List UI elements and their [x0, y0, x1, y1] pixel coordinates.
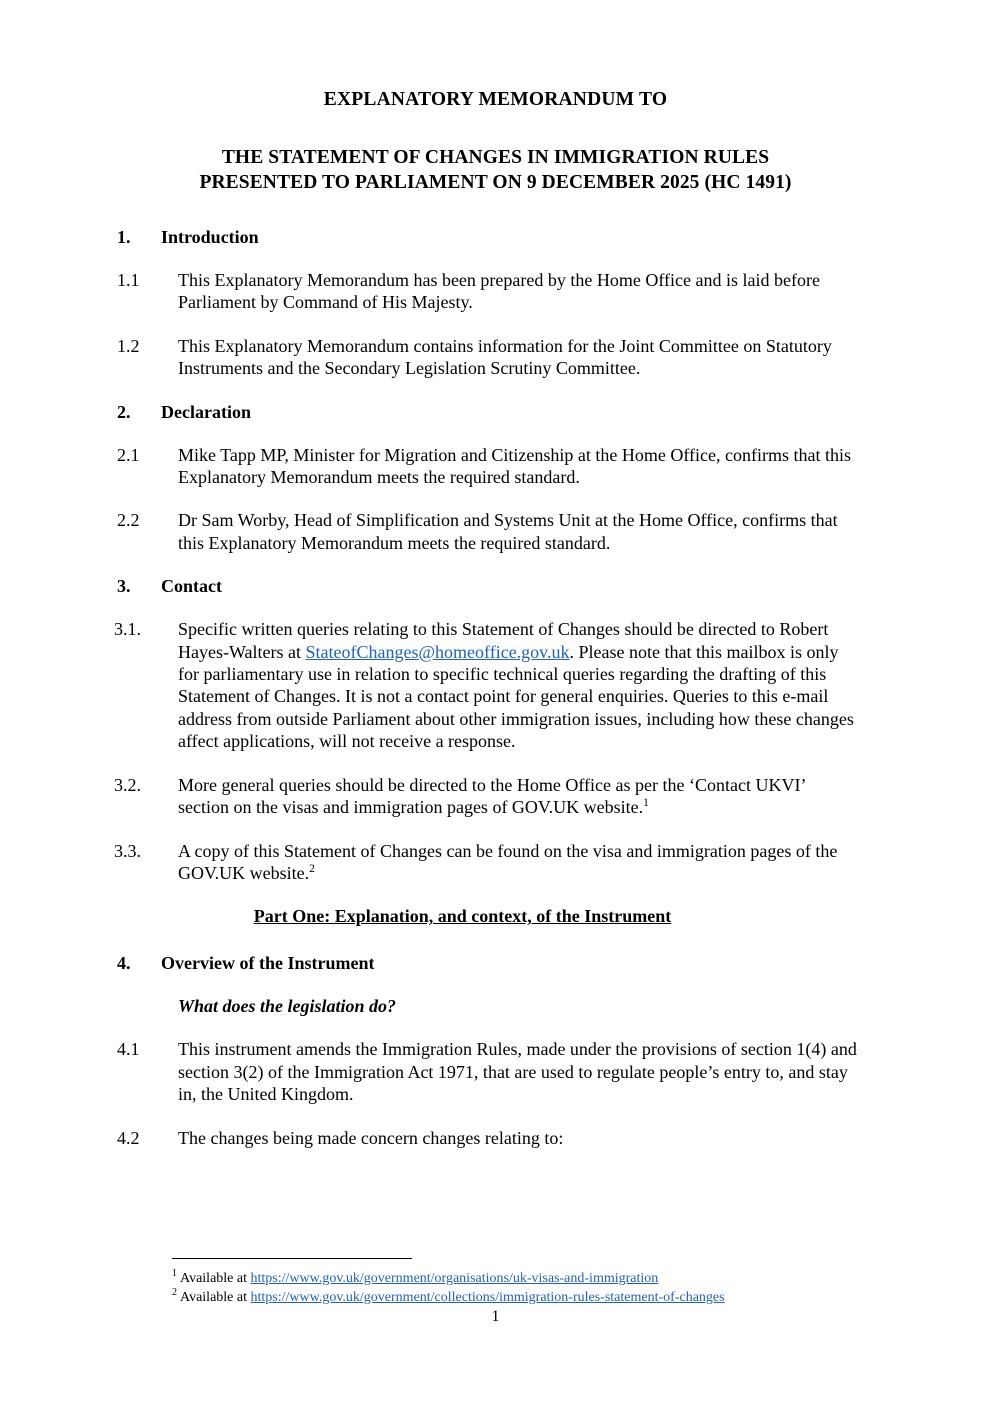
paragraph-text-2-2: Dr Sam Worby, Head of Simplification and Systems Unit at the Home Office, confirms that this Explanatory Memorandum meets the required standard.: [178, 510, 838, 553]
paragraph-number-2-1: 2.1: [117, 444, 140, 465]
email-link-stateofchanges[interactable]: StateofChanges@homeoffice.gov.uk: [305, 641, 570, 662]
section-number-2: 2.: [117, 401, 131, 422]
paragraph-4-1: [0, 1038, 991, 1105]
paragraph-number-4-2: 4.2: [117, 1127, 140, 1148]
paragraph-number-2-2: 2.2: [117, 510, 140, 531]
paragraph-number-3-2: 3.2.: [114, 774, 141, 795]
section-title-3: Contact: [161, 576, 222, 597]
section-heading-introduction: [0, 226, 991, 248]
paragraph-2-2: [0, 509, 991, 554]
paragraph-3-1-text-before-link: Specific written queries relating to this Statement of Changes should be directed to Robert Hayes-Walters at: [178, 619, 829, 662]
section-number-1: 1.: [117, 227, 131, 247]
section-title-1: Introduction: [161, 227, 259, 247]
paragraph-3-2: [0, 774, 991, 819]
paragraph-number-3-3: 3.3.: [114, 840, 141, 861]
footnote-reference-1[interactable]: 1: [643, 797, 649, 810]
title-line-secondary-b: PRESENTED TO PARLIAMENT ON 9 DECEMBER 2025 (HC 1491): [199, 172, 792, 193]
paragraph-text-4-2: The changes being made concern changes relating to:: [178, 1127, 564, 1148]
paragraph-text-1-1: This Explanatory Memorandum has been prepared by the Home Office and is laid before Parliament by Command of His Majesty.: [178, 270, 820, 313]
footnote-prefix-1: Available at: [180, 1271, 251, 1286]
paragraph-number-1-1: 1.1: [117, 270, 140, 290]
footnote-separator-rule: [172, 1258, 412, 1259]
section-heading-overview: [0, 952, 991, 974]
paragraph-number-1-2: 1.2: [117, 335, 140, 356]
footnote-item-2: [172, 1288, 932, 1307]
paragraph-number-3-1: 3.1.: [114, 619, 141, 640]
paragraph-text-3-2: More general queries should be directed to the Home Office as per the ‘Contact UKVI’ section on the visas and immigration pages of GOV.UK website.: [178, 774, 806, 818]
footnote-url-2[interactable]: https://www.gov.uk/government/collections/immigration-rules-statement-of-changes: [250, 1290, 725, 1305]
paragraph-3-1: [0, 618, 991, 752]
footnote-list: [172, 1269, 932, 1307]
document-title-block: [0, 88, 991, 195]
paragraph-text-1-2: This Explanatory Memorandum contains information for the Joint Committee on Statutory Instruments and the Secondary Legislation Scrutiny Committee.: [178, 335, 832, 379]
paragraph-4-2: [0, 1127, 991, 1149]
footnote-marker-2: 2: [172, 1287, 177, 1299]
title-line-secondary: [0, 145, 991, 195]
document-body: [0, 226, 991, 1170]
paragraph-number-4-1: 4.1: [117, 1039, 140, 1060]
paragraph-3-3: [0, 840, 991, 885]
part-one-heading: Part One: Explanation, and context, of the Instrument: [253, 906, 672, 927]
paragraph-1-2: [0, 335, 991, 380]
section-heading-declaration: [0, 401, 991, 423]
section-title-4: Overview of the Instrument: [161, 953, 375, 974]
footnote-item-1: [172, 1269, 932, 1288]
title-line-primary: EXPLANATORY MEMORANDUM TO: [323, 89, 668, 110]
footnote-url-1[interactable]: https://www.gov.uk/government/organisations/uk-visas-and-immigration: [250, 1271, 659, 1286]
section-number-4: 4.: [117, 953, 131, 974]
paragraph-1-1: [0, 269, 991, 314]
paragraph-text-3-3: A copy of this Statement of Changes can be found on the visa and immigration pages of the GOV.UK website.: [178, 840, 838, 883]
title-line-secondary-a: THE STATEMENT OF CHANGES IN IMMIGRATION RULES: [221, 147, 770, 168]
paragraph-3-1-text-after-link: . Please note that this mailbox is only for parliamentary use in relation to specific technical queries regarding the drafting of this Statement of Changes. It is not a contact point for general enquiries. Queries to this e-mail address from outside Parliament about other immigration issues, including how these changes affect applications, will not receive a response.: [178, 641, 854, 752]
section-number-3: 3.: [117, 576, 131, 597]
footnote-marker-1: 1: [172, 1268, 177, 1280]
section-title-2: Declaration: [161, 401, 251, 422]
subheading-what-does-the-legislation-do: What does the legislation do?: [178, 996, 397, 1017]
paragraph-2-1: [0, 444, 991, 489]
paragraph-text-4-1: This instrument amends the Immigration Rules, made under the provisions of section 1(4) and section 3(2) of the Immigration Act 1971, that are used to regulate people’s entry to, and stay in, the United Kingdom.: [178, 1039, 857, 1105]
paragraph-text-2-1: Mike Tapp MP, Minister for Migration and Citizenship at the Home Office, confirms that this Explanatory Memorandum meets the required standard.: [178, 444, 851, 488]
footnote-prefix-2: Available at: [180, 1290, 251, 1305]
page-number: 1: [491, 1308, 500, 1325]
footnote-reference-2[interactable]: 2: [309, 862, 315, 875]
section-heading-contact: [0, 575, 991, 597]
